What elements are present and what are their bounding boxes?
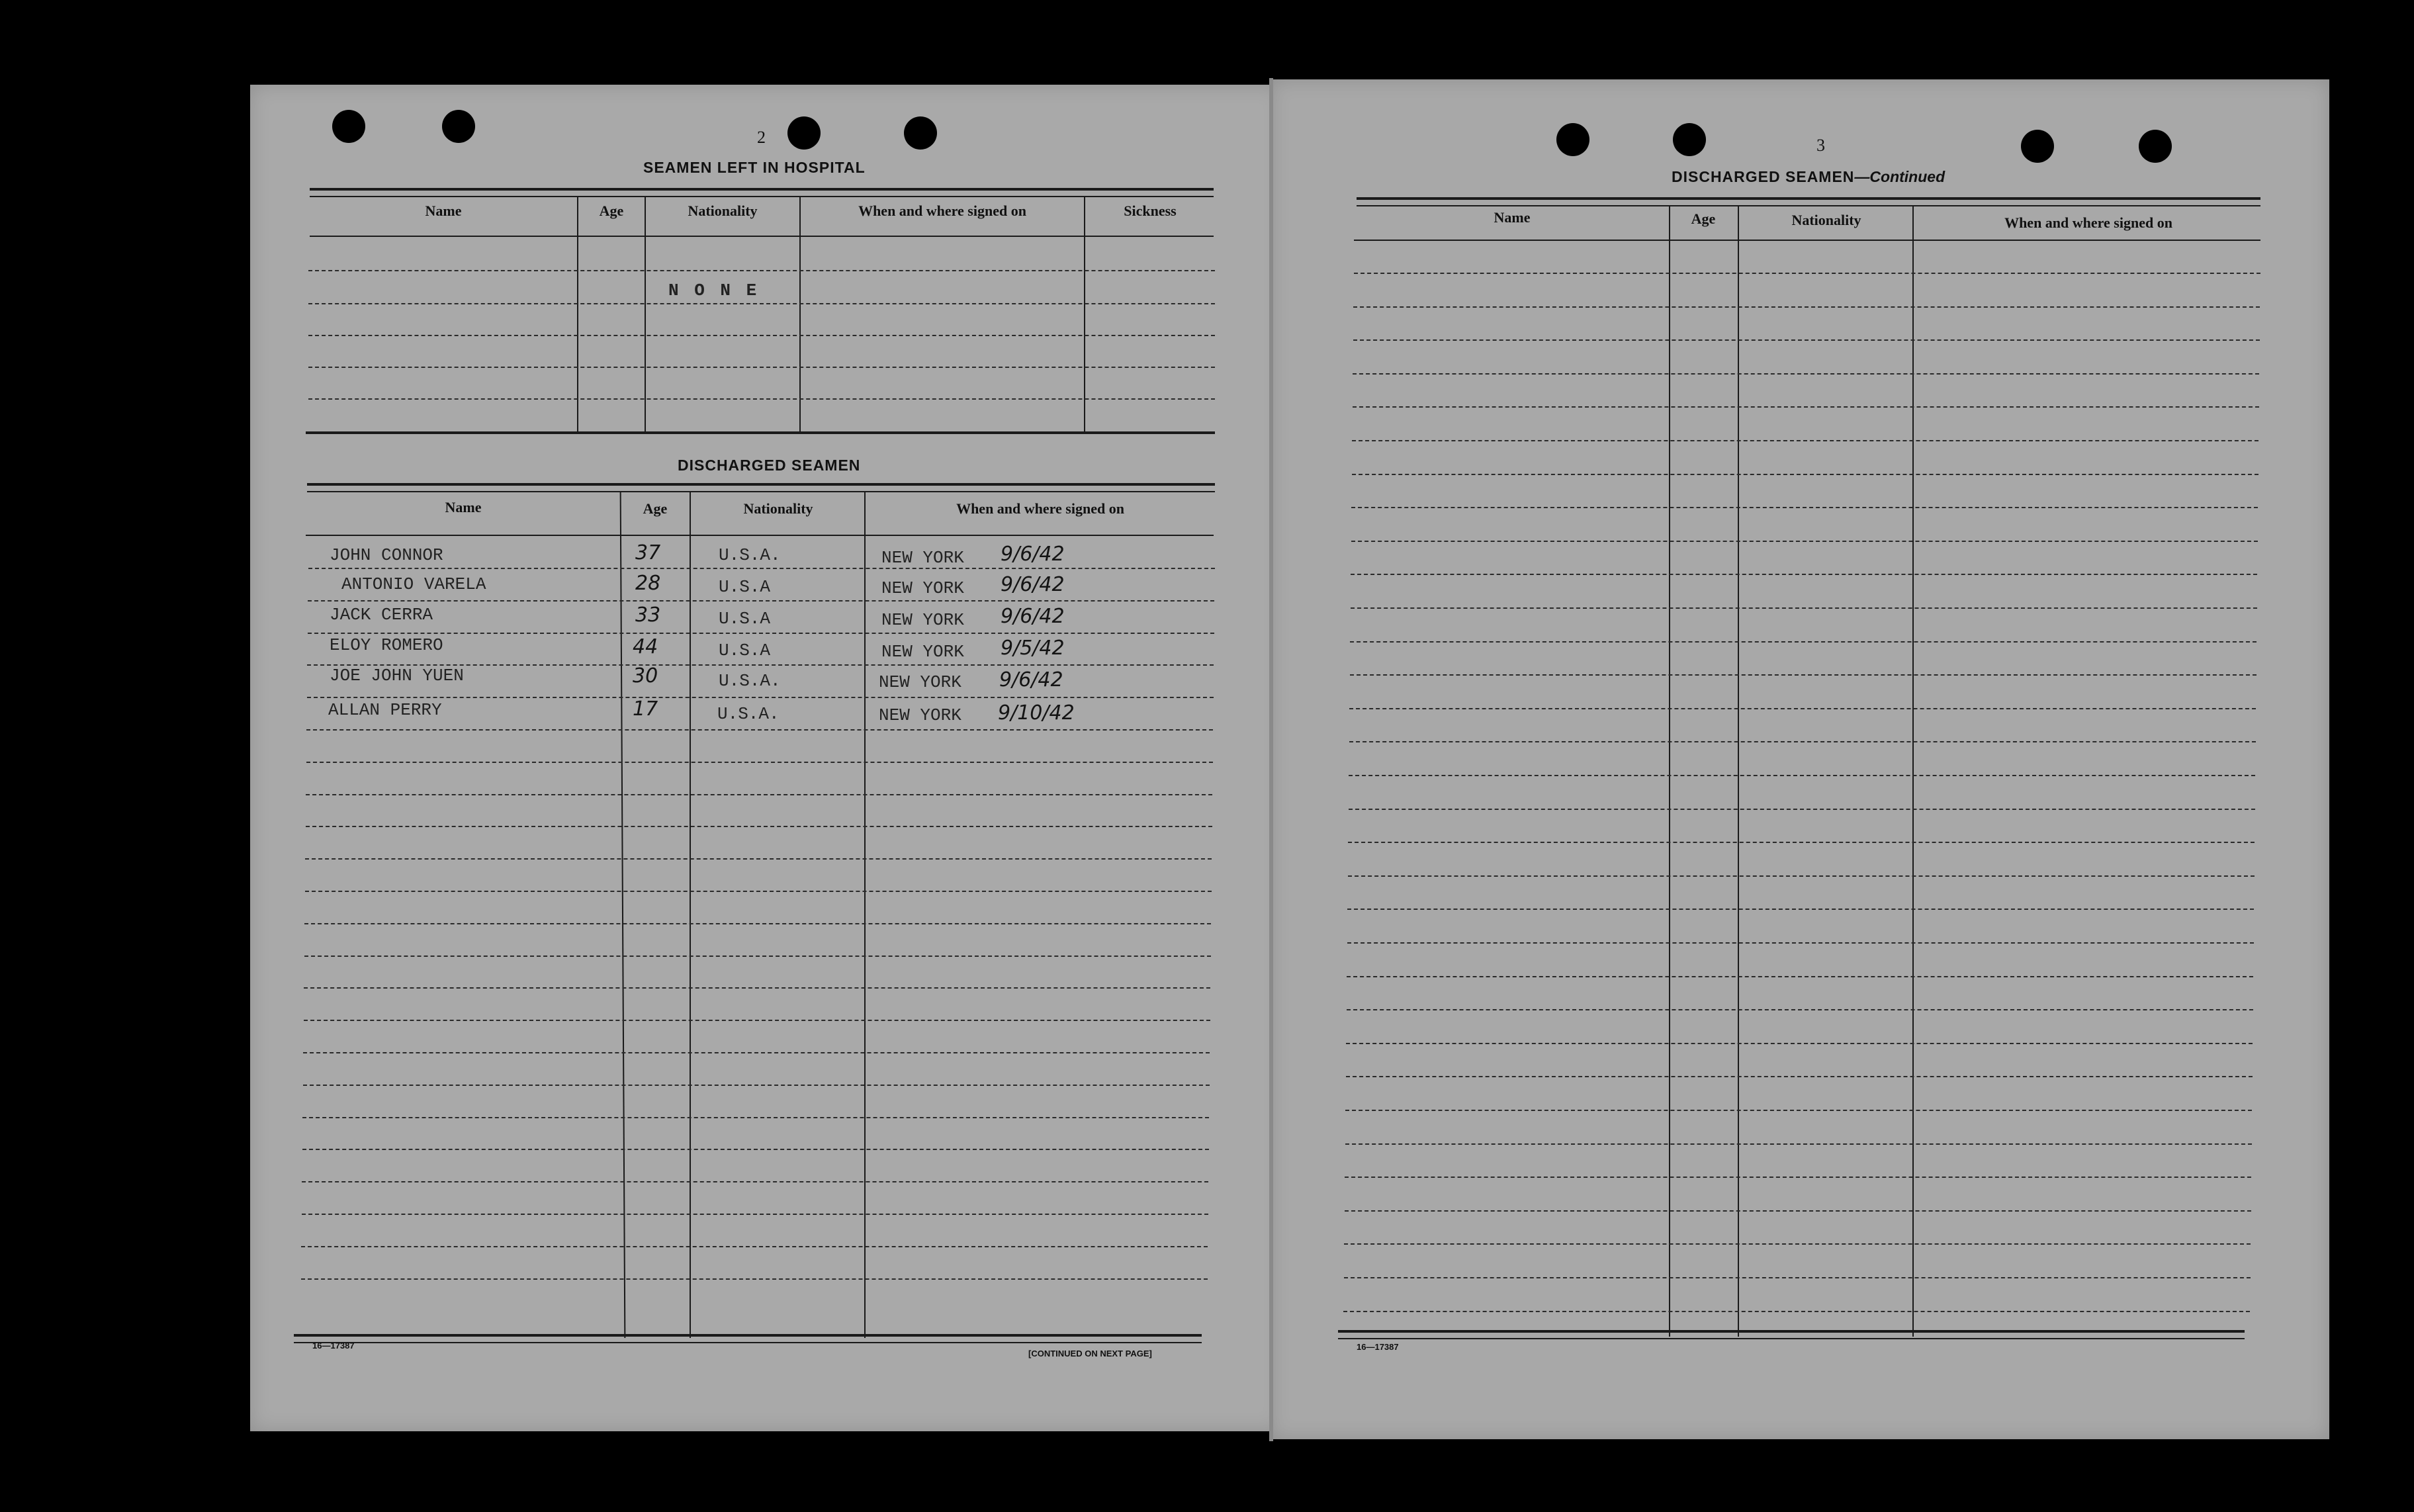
ruled-line	[1351, 574, 2257, 575]
ruled-line	[301, 1246, 1208, 1247]
ruled-line	[1348, 875, 2255, 877]
binder-hole	[1556, 123, 1589, 156]
seaman-age: 17	[633, 697, 658, 721]
column-header: Age	[1691, 210, 1716, 227]
rule	[1338, 1338, 2245, 1339]
column-header: When and where signed on	[956, 500, 1124, 517]
column-header: Name	[445, 499, 482, 515]
ruled-line	[1347, 909, 2254, 910]
rule	[294, 1334, 1202, 1337]
seaman-nationality: U.S.A	[719, 609, 771, 629]
seaman-name: ALLAN PERRY	[328, 700, 442, 720]
ruled-line	[1347, 976, 2253, 977]
ruled-line	[1350, 641, 2257, 643]
column-header: When and where signed on	[2004, 214, 2172, 231]
seaman-name: JOE JOHN YUEN	[330, 666, 464, 686]
rule	[310, 188, 1214, 191]
ruled-line	[1345, 1177, 2251, 1178]
ruled-line	[308, 303, 1215, 304]
ruled-line	[304, 956, 1211, 957]
ruled-line	[303, 1052, 1210, 1053]
page-number: 3	[1816, 136, 1825, 155]
ruled-line	[308, 367, 1215, 368]
ruled-line	[1345, 1210, 2251, 1212]
ruled-line	[1347, 1009, 2253, 1010]
column-header: Name	[425, 202, 462, 219]
seaman-age: 28	[635, 572, 661, 595]
signed-on-place: NEW YORK	[881, 610, 964, 630]
ruled-line	[304, 987, 1210, 989]
ruled-line	[308, 398, 1215, 400]
form-number: 16—17387	[312, 1341, 355, 1351]
rule	[310, 236, 1214, 237]
binder-hole	[787, 116, 821, 150]
ruled-line	[306, 729, 1213, 731]
binder-hole	[2021, 130, 2054, 163]
signed-on-place: NEW YORK	[879, 672, 961, 692]
signed-on-date: 9/5/42	[1001, 637, 1065, 660]
section-title-text: DISCHARGED SEAMEN	[1672, 168, 1855, 185]
binder-hole	[442, 110, 475, 143]
seaman-nationality: U.S.A.	[719, 545, 781, 565]
ruled-line	[302, 1214, 1208, 1215]
ruled-line	[302, 1117, 1209, 1118]
ruled-line	[306, 762, 1213, 763]
ruled-line	[1347, 942, 2254, 944]
ruled-line	[1353, 339, 2260, 341]
rule	[310, 196, 1214, 197]
ruled-line	[1350, 674, 2257, 676]
section-title-discharged-continued	[1672, 168, 1945, 186]
signed-on-place: NEW YORK	[881, 578, 964, 598]
ruled-line	[302, 1149, 1209, 1150]
ruled-line	[1349, 741, 2256, 742]
signed-on-place: NEW YORK	[881, 548, 964, 568]
form-number: 16—17387	[1357, 1342, 1399, 1352]
ruled-line	[1349, 708, 2256, 709]
signed-on-date: 9/6/42	[1001, 573, 1065, 596]
binder-hole	[2139, 130, 2172, 163]
ruled-line	[305, 858, 1212, 860]
ruled-line	[1351, 507, 2258, 508]
ruled-line	[308, 335, 1215, 336]
signed-on-place: NEW YORK	[879, 705, 961, 725]
signed-on-date: 9/10/42	[998, 701, 1075, 725]
rule	[306, 431, 1215, 434]
column-header: Name	[1494, 209, 1531, 226]
ruled-line	[1351, 541, 2258, 542]
seaman-name: ELOY ROMERO	[330, 635, 443, 655]
column-header: Age	[599, 202, 624, 219]
signed-on-date: 9/6/42	[1001, 543, 1065, 566]
seaman-age: 33	[635, 603, 661, 627]
column-header: When and where signed on	[858, 202, 1026, 219]
ruled-line	[308, 633, 1214, 634]
ruled-line	[1351, 607, 2257, 609]
binder-hole	[332, 110, 365, 143]
section-title-hospital: SEAMEN LEFT IN HOSPITAL	[643, 159, 866, 176]
section-title-suffix: —Continued	[1854, 168, 1945, 185]
seaman-age: 37	[635, 541, 661, 564]
ruled-line	[1344, 1243, 2251, 1245]
ruled-line	[1353, 306, 2260, 308]
ruled-line	[305, 891, 1212, 892]
rule	[306, 535, 1214, 536]
rule	[1354, 240, 2260, 241]
rule	[1338, 1330, 2245, 1333]
ruled-line	[306, 794, 1212, 795]
rule	[294, 1342, 1202, 1343]
hospital-entry: N O N E	[668, 281, 760, 300]
section-title-discharged: DISCHARGED SEAMEN	[678, 457, 861, 474]
ruled-line	[1353, 373, 2259, 375]
column-divider	[1738, 205, 1739, 1337]
column-header: Nationality	[1791, 212, 1861, 228]
rule	[307, 491, 1215, 492]
ruled-line	[1352, 474, 2258, 475]
ruled-line	[1345, 1143, 2252, 1145]
ruled-line	[1345, 1110, 2252, 1111]
rule	[307, 483, 1215, 486]
column-header: Age	[643, 500, 668, 517]
ruled-line	[1349, 809, 2255, 810]
seaman-nationality: U.S.A	[719, 577, 771, 597]
ruled-line	[308, 568, 1215, 569]
page-fold	[1269, 78, 1273, 1441]
ruled-line	[1346, 1076, 2253, 1077]
left-page	[250, 85, 1282, 1431]
seaman-name: ANTONIO VARELA	[341, 574, 486, 594]
rule	[1357, 197, 2260, 200]
ruled-line	[308, 270, 1215, 271]
binder-hole	[1673, 123, 1706, 156]
right-page	[1271, 79, 2329, 1439]
column-header: Nationality	[688, 202, 758, 219]
ruled-line	[1346, 1043, 2253, 1044]
ruled-line	[304, 1020, 1210, 1021]
seaman-nationality: U.S.A.	[717, 704, 780, 724]
ruled-line	[301, 1278, 1208, 1280]
signed-on-place: NEW YORK	[881, 642, 964, 662]
seaman-nationality: U.S.A.	[719, 671, 781, 691]
signed-on-date: 9/6/42	[1001, 605, 1065, 628]
continued-note: [CONTINUED ON NEXT PAGE]	[1028, 1349, 1152, 1358]
ruled-line	[304, 923, 1211, 924]
ruled-line	[1352, 440, 2258, 441]
ruled-line	[1354, 273, 2260, 274]
ruled-line	[306, 826, 1212, 827]
seaman-name: JOHN CONNOR	[330, 545, 443, 565]
ruled-line	[302, 1181, 1208, 1182]
seaman-age: 44	[633, 635, 658, 658]
ruled-line	[1353, 406, 2259, 408]
ruled-line	[1348, 842, 2255, 843]
ruled-line	[1349, 775, 2255, 776]
signed-on-date: 9/6/42	[999, 668, 1063, 691]
column-header: Nationality	[743, 500, 813, 517]
ruled-line	[308, 600, 1214, 601]
ruled-line	[1344, 1277, 2251, 1278]
column-header: Sickness	[1124, 202, 1177, 219]
seaman-name: JACK CERRA	[330, 605, 433, 625]
ruled-line	[1343, 1311, 2250, 1312]
rule	[1357, 205, 2260, 206]
ruled-line	[303, 1085, 1210, 1086]
column-divider	[864, 491, 866, 1338]
column-divider	[690, 491, 691, 1338]
seaman-nationality: U.S.A	[719, 641, 771, 660]
seaman-age: 30	[633, 664, 658, 688]
binder-hole	[904, 116, 937, 150]
ruled-line	[307, 697, 1214, 698]
page-number: 2	[757, 128, 766, 147]
column-divider	[1669, 205, 1670, 1337]
column-divider	[1912, 205, 1914, 1337]
